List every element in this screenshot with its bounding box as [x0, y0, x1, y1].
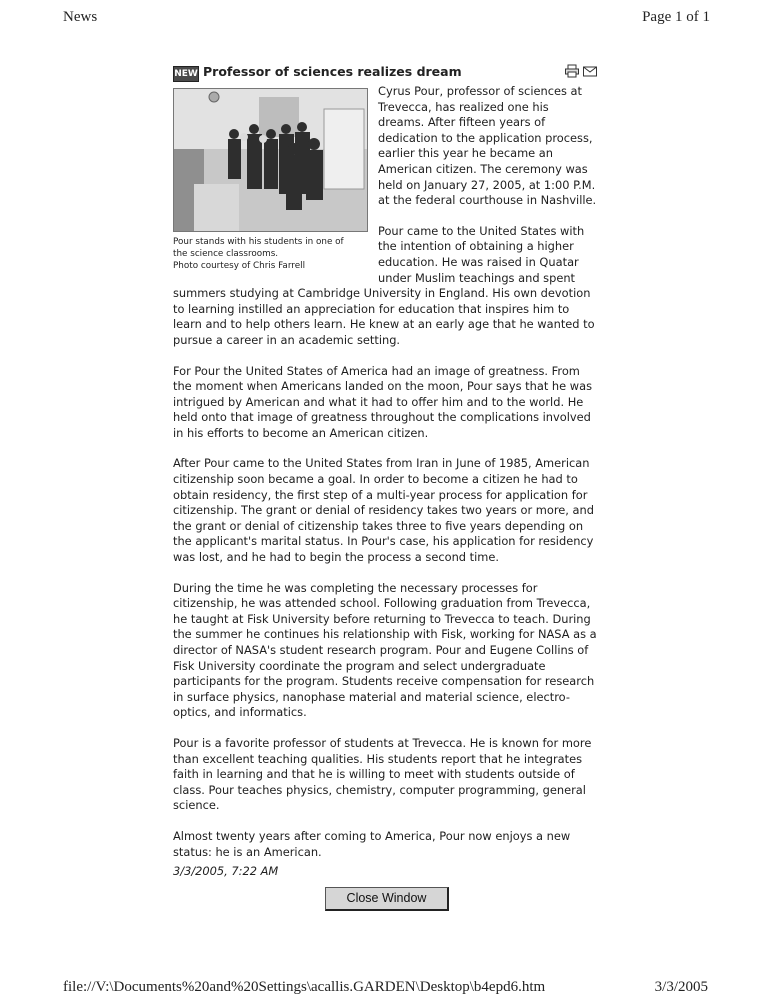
article-paragraph: Cyrus Pour, professor of sciences at Trevecca, has realized one his dreams. After fifteen years of dedication to the application process, earlier this year he became an American citizen. The ceremony was held on January 27, 2005, at 1:00 P.M. at the federal courthouse in Nashville.	[378, 84, 597, 208]
photo-credit: Photo courtesy of Chris Farrell	[173, 261, 306, 271]
article-paragraph: During the time he was completing the necessary processes for citizenship, he was attended school. Following graduation from Trevecca, he taught at Fisk University before returning to Trevecca to teach. During the summer he continues his relationship with Fisk, working for NASA as a director of NASA's student research program. Pour and Eugene Collins of Fisk University coordinate the program and select undergraduate participants for the program. Students receive compensation for research in surface physics, nanophase material and material science, electro-optics, and informatics.	[173, 580, 597, 720]
timestamp: 3/3/2005, 7:22 AM	[173, 864, 279, 878]
students-photo	[173, 88, 368, 232]
article-paragraph: Pour came to the United States with the intention of obtaining a higher education. He was raised in Quatar under Muslim teachings and spent summers studying at Cambridge University in England. His own devotion to learning instilled an appreciation for education that inspires him to learn and to help others learn. He knew at an early age that he wanted to pursue a career in an academic setting.	[173, 223, 595, 347]
photo-block	[173, 88, 368, 272]
article-paragraph: After Pour came to the United States from Iran in June of 1985, American citizenship soon became a goal. In order to become a citizen he had to obtain residency, the first step of a multi-year process for application for citizenship. The grant or denial of residency takes two years or more, and the grant or denial of citizenship takes three to five years depending on the applicant's marital status. In Pour's case, his application for residency was lost, and he had to begin the process a second time.	[173, 456, 594, 565]
article-paragraph: For Pour the United States of America had an image of greatness. From the moment when Americans landed on the moon, Pour says that he was intrigued by American and what it had to offer him and to the world. He held onto that image of greatness throughout the complications involved in his efforts to become an American citizen.	[173, 363, 593, 440]
caption-line: the science classrooms.	[173, 249, 279, 259]
caption-line: Pour stands with his students in one of	[173, 237, 344, 247]
article-paragraph: Almost twenty years after coming to America, Pour now enjoys a new status: he is an American.	[173, 828, 571, 859]
new-badge: NEW	[173, 66, 199, 82]
printer-icon[interactable]	[564, 64, 580, 78]
print-header-left: News	[63, 9, 98, 25]
article-title-row	[173, 64, 598, 84]
print-header-page-number: Page 1 of 1	[642, 9, 710, 25]
print-footer-date: 3/3/2005	[654, 979, 708, 995]
article-title: Professor of sciences realizes dream	[203, 64, 462, 79]
article	[173, 64, 598, 875]
article-paragraph: Pour is a favorite professor of students at Trevecca. He is known for more than excellent teaching qualities. His students report that he integrates faith in learning and that he is willing to meet with students outside of class. Pour teaches physics, chemistry, computer programming, general science.	[173, 735, 592, 813]
article-actions	[564, 64, 598, 78]
print-footer-url: file://V:\Documents%20and%20Settings\acallis.GARDEN\Desktop\b4epd6.htm	[63, 979, 546, 995]
envelope-icon[interactable]	[582, 64, 598, 78]
photo-caption	[173, 236, 368, 272]
close-window-button[interactable]: Close Window	[325, 887, 449, 911]
